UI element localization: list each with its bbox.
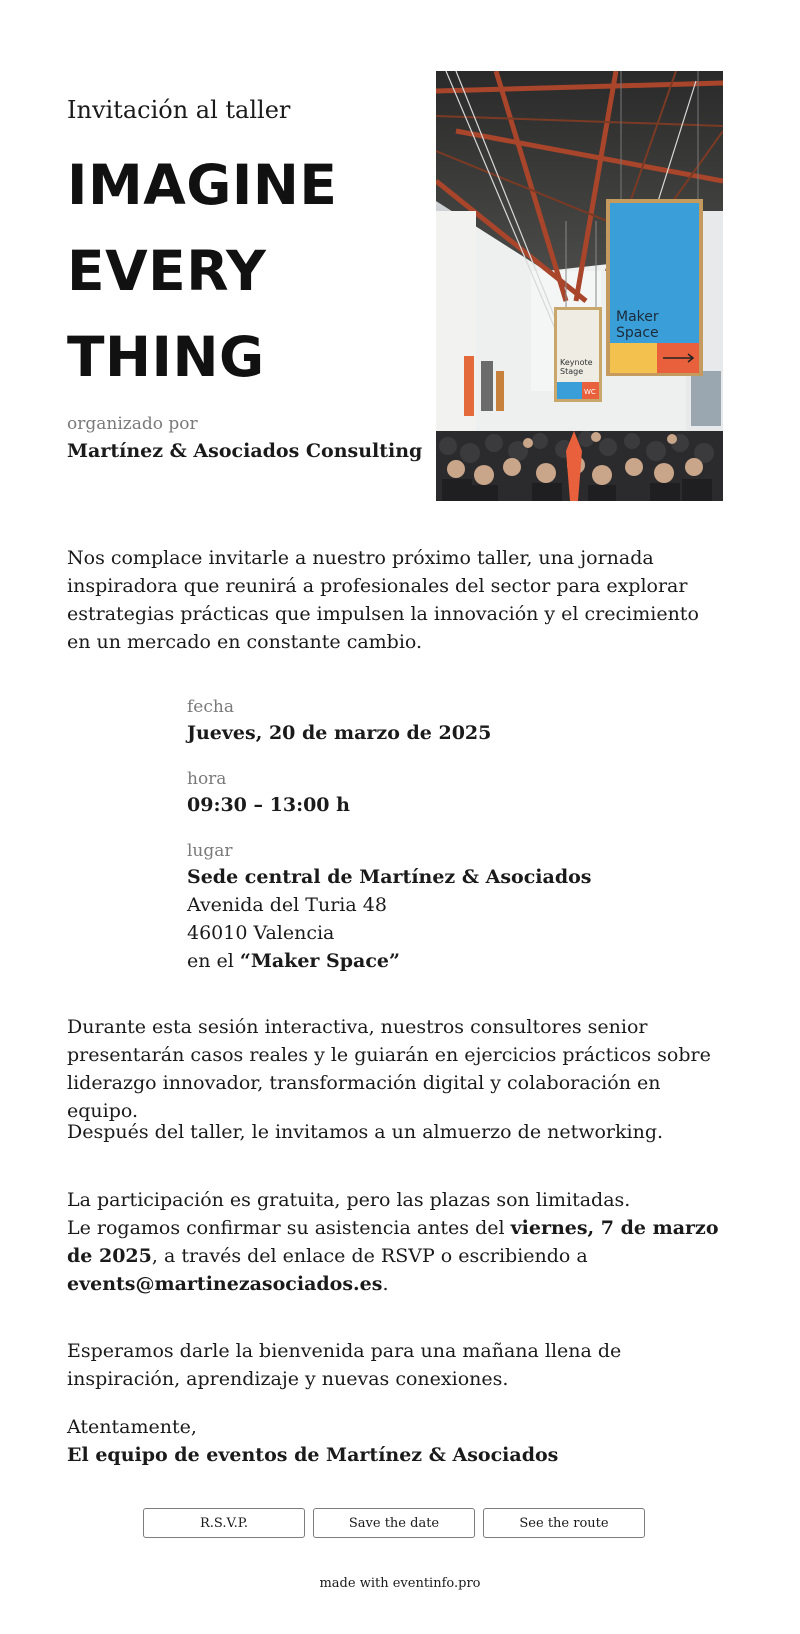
event-title [67, 142, 427, 400]
signoff [67, 1413, 727, 1469]
event-title-line: EVERY [67, 239, 267, 303]
place-room [187, 947, 707, 975]
intro-paragraph: Nos complace invitarle a nuestro próximo taller, una jornada inspiradora que reunirá a profesionales del sector para explorar estrategias prácticas que impulsen la innovación y el crecimiento en un mercado en constante cambio. [67, 547, 699, 653]
time-block [187, 767, 707, 819]
invitation-kicker: Invitación al taller [67, 96, 291, 124]
date-label: fecha [187, 697, 234, 717]
organizer-label: organizado por [67, 414, 198, 434]
small-sign-text: Stage [560, 367, 584, 376]
place-city: 46010 Valencia [187, 922, 335, 944]
rsvp-line-1: La participación es gratuita, pero las plazas son limitadas. [67, 1189, 631, 1211]
place-block [187, 839, 707, 975]
date-block [187, 695, 707, 747]
rsvp-line-2-middle: , a través del enlace de RSVP o escribiendo a [151, 1245, 588, 1267]
place-label: lugar [187, 841, 233, 861]
place-room-name: “Maker Space” [239, 950, 400, 972]
session-paragraph: Durante esta sesión interactiva, nuestros consultores senior presentarán casos reales y le guiarán en ejercicios prácticos sobre liderazgo innovador, transformación digital y colaboración en equipo. [67, 1016, 711, 1122]
date-value: Jueves, 20 de marzo de 2025 [187, 722, 492, 744]
rsvp-deadline: viernes, 7 de marzo de 2025 [67, 1217, 719, 1267]
small-sign-wc: WC [584, 388, 596, 396]
small-sign-text: Keynote [560, 358, 593, 367]
signoff-greeting: Atentamente, [67, 1416, 197, 1438]
event-photo [436, 71, 723, 501]
see-route-button[interactable]: See the route [483, 1508, 645, 1538]
signoff-team: El equipo de eventos de Martínez & Asociados [67, 1444, 559, 1466]
large-sign-text: Space [616, 325, 659, 341]
action-buttons [143, 1508, 645, 1538]
event-title-line: THING [67, 325, 265, 389]
organizer-name: Martínez & Asociados Consulting [67, 440, 423, 462]
place-name: Sede central de Martínez & Asociados [187, 866, 592, 888]
organizer-block [67, 412, 422, 466]
rsvp-email: events@martinezasociados.es [67, 1273, 383, 1295]
rsvp-button[interactable]: R.S.V.P. [143, 1508, 305, 1538]
footer-credit[interactable]: made with eventinfo.pro [319, 1576, 481, 1591]
event-title-line: IMAGINE [67, 153, 338, 217]
time-value: 09:30 – 13:00 h [187, 794, 350, 816]
time-label: hora [187, 769, 227, 789]
place-street: Avenida del Turia 48 [187, 894, 387, 916]
place-room-prefix: en el [187, 950, 240, 972]
welcome-paragraph: Esperamos darle la bienvenida para una mañana llena de inspiración, aprendizaje y nuevas conexiones. [67, 1340, 622, 1390]
invitation-header [67, 96, 427, 400]
event-details [187, 695, 707, 995]
large-sign-text: Maker [616, 309, 659, 325]
rsvp-line-2-end: . [382, 1273, 389, 1295]
save-the-date-button[interactable]: Save the date [313, 1508, 475, 1538]
rsvp-paragraph [67, 1186, 727, 1298]
lunch-paragraph: Después del taller, le invitamos a un almuerzo de networking. [67, 1121, 664, 1143]
rsvp-line-2-prefix: Le rogamos confirmar su asistencia antes del [67, 1217, 511, 1239]
